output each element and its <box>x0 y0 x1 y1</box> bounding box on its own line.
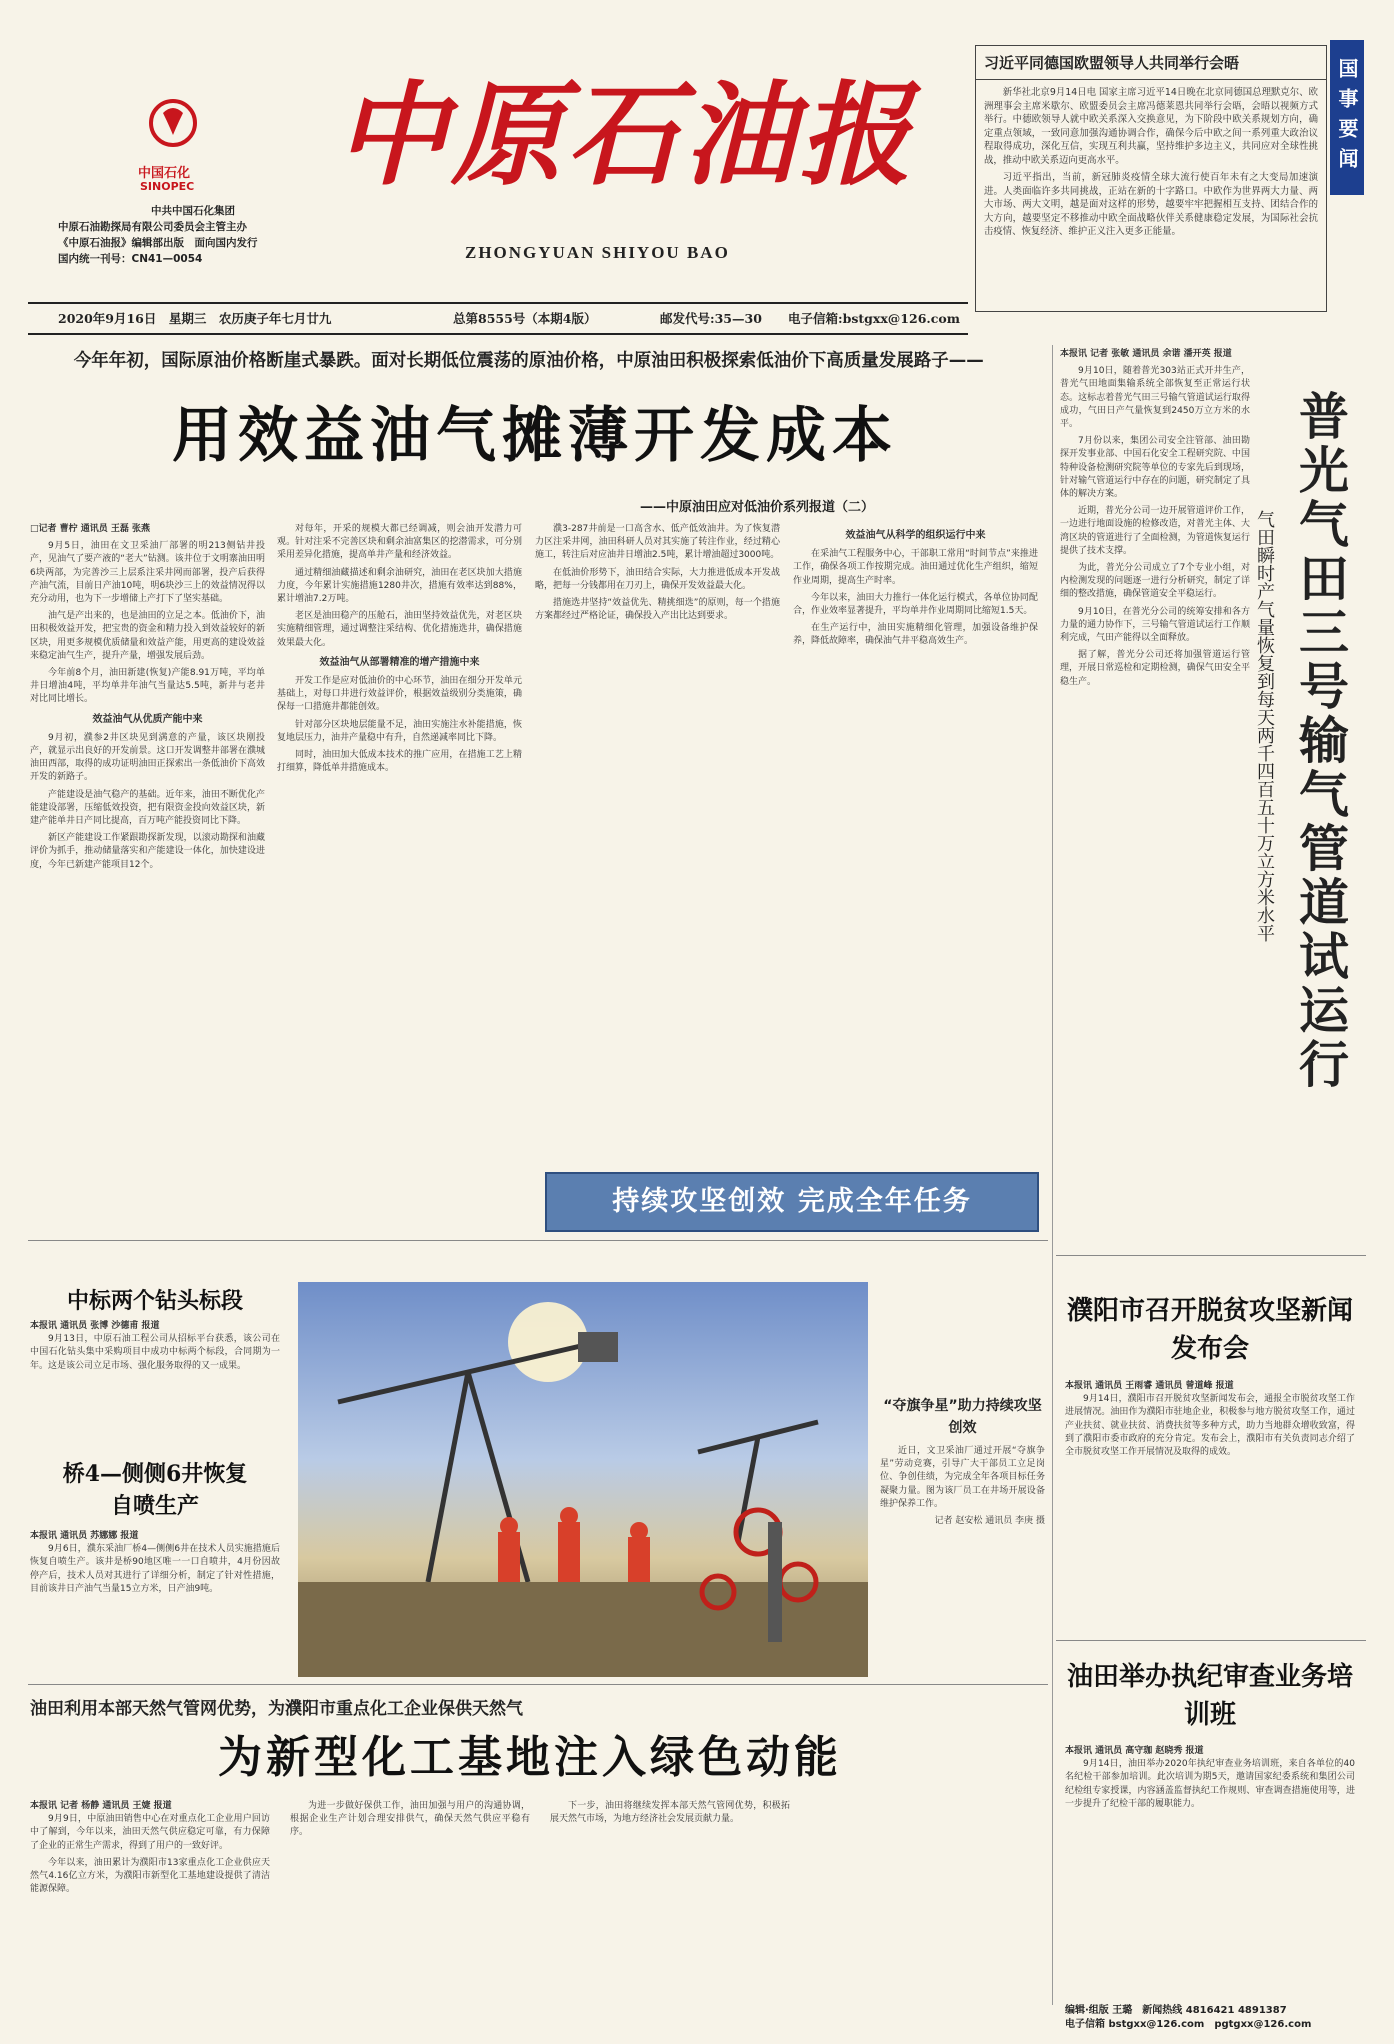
campaign-banner-text: 持续攻坚创效 完成全年任务 <box>612 1186 972 1217</box>
pipeline-subheadline: 气田瞬时产气量恢复到每天两千四百五十万立方米水平 <box>1254 510 1275 942</box>
lead-col-2 <box>277 523 522 1238</box>
lead-c4-p1: 开发工作是应对低油价的中心环节，油田在细分开发单元基础上，对每口井进行效益评价，根据效益级别分类施策，确保每一口措施井都能创效。 <box>277 676 522 713</box>
news-box <box>975 45 1327 312</box>
pipeline-p1: 9月10日，随着普光303站正式开井生产，普光气田地面集输系统全部恢复至正常运行状态。这标志着普光气田三号输气管道试运行取得成功，气田日产气量恢复到2450万立方米的水平。 <box>1060 366 1250 430</box>
lead-subhead-3: 效益油气从科学的组织运行中来 <box>845 530 986 541</box>
lead-c6-p1: 在采油气工程服务中心，干部职工常用“时间节点”来推进工作，确保各项工作按期完成。油田通过优化生产组织，缩短作业周期，提高生产时率。 <box>793 549 1038 586</box>
well-text: 9月6日，濮东采油厂桥4—侧侧6井在技术人员实施措施后恢复自喷生产。该井是桥90地区唯一一口自喷井，4月份因故停产后，技术人员对其进行了详细分析，制定了针对性措施，目前该井日产油气当量15立方米，日产油9吨。 <box>30 1544 280 1594</box>
pipeline-byline: 本报讯 记者 张敏 通讯员 余谐 潘开英 报道 <box>1060 349 1232 359</box>
cn-number: 国内统一刊号：CN41—0054 <box>58 253 203 265</box>
issue: 总第8555号（本期4版） <box>453 311 597 326</box>
sponsor-line2: 中原石油勘探局有限公司委员会主管主办 <box>58 221 247 233</box>
logo-cn: 中国石化 <box>138 166 191 181</box>
lead-col-1 <box>30 523 265 1238</box>
lead-c4-p3: 同时，油田加大低成本技术的推广应用，在措施工艺上精打细算，降低单井措施成本。 <box>277 750 522 774</box>
training-byline: 本报讯 通讯员 高守珈 赵晓秀 报道 <box>1065 1746 1204 1756</box>
oilfield-photo <box>298 1282 868 1677</box>
dateline-rule-top <box>28 302 968 304</box>
email: 电子信箱:bstgxx@126.com <box>788 311 960 326</box>
lead-c1-p2: 油气是产出来的，也是油田的立足之本。低油价下，油田积极效益开发，把宝贵的资金和精力投入到效益较好的新区块，用更多规模优质储量和效益产能，用更高的建设效益来稳定油气生产，提升产量，增强发展后劲。 <box>30 611 265 661</box>
well-title: 桥4—侧侧6井恢复自喷生产 <box>62 1461 248 1519</box>
chem-headline: 为新型化工基地注入绿色动能 <box>218 1732 842 1783</box>
photo-caption <box>880 1395 1045 1655</box>
photo-caption-title: “夺旗争星”助力持续攻坚创效 <box>883 1398 1042 1436</box>
puyang-byline: 本报讯 通讯员 王雨睿 通讯员 曾道峰 报道 <box>1065 1381 1234 1391</box>
lead-c1-p1: 9月5日，油田在文卫采油厂部署的明213侧钻井投产，见油气了要产液的“老大”钻测。该井位于文明寨油田明6块两部，为完善沙三上层系注采井网而部署，投产后获得产油气流，目前日产油10吨，明6块沙三上的效益情况得以充分动用，也为下一步增储上产打下了坚实基础。 <box>30 541 265 605</box>
lead-subhead-2: 效益油气从部署精准的增产措施中来 <box>319 656 480 668</box>
pipeline-p2: 7月份以来，集团公司安全注管部、油田勘探开发事业部、中国石化安全工程研究院、中国特种设备检测研究院等单位的专家先后到现场，针对输气管道运行中存在的问题，研究制定了具体的解决方案。 <box>1060 436 1250 500</box>
chem-p2: 今年以来，油田累计为濮阳市13家重点化工企业供应天然气4.16亿立方米，为濮阳市新型化工基地建设提供了清洁能源保障。 <box>30 1857 270 1895</box>
bid-text: 9月13日，中原石油工程公司从招标平台获悉，该公司在中国石化钻头集中采购项目中成功中标两个标段，合同期为一年。这是该公司立足市场、强化服务取得的又一成果。 <box>30 1334 280 1371</box>
pipeline-headline: 普光气田三号输气管道试运行 <box>1291 390 1350 1092</box>
mid-rule <box>28 1240 1048 1241</box>
photo-credit: 记者 赵安松 通讯员 李庚 摄 <box>934 1516 1045 1527</box>
lead-headline: 用效益油气摊薄开发成本 <box>172 401 898 471</box>
pipeline-p3: 近期，普光分公司一边开展管道评价工作，一边进行地面设施的检修改造，对普光主体、大湾区块的管道进行了全面检测，为管道恢复运行提供了技术支撑。 <box>1060 506 1250 556</box>
news-box-p1: 新华社北京9月14日电 国家主席习近平14日晚在北京同德国总理默克尔、欧洲理事会主席米歇尔、欧盟委员会主席冯德莱恩共同举行会晤，会晤以视频方式举行。中德欧领导人就中欧关系深入交换意见，为下阶段中欧关系规划方向，确定重点领域，一致同意加强沟通协调合作，确保今后中欧之间一系列重大政治议程取得成功，深化互信，实现互利共赢，坚持维护多边主义，共同应对全球性挑战，推动中欧关系迈向更高水平。 <box>984 87 1318 166</box>
training-rule <box>1056 1640 1366 1641</box>
chem-col-3 <box>550 1800 790 2000</box>
lead-byline: □记者 曹柠 通讯员 王磊 张燕 <box>30 524 151 534</box>
training-text: 9月14日，油田举办2020年执纪审查业务培训班，来自各单位的40名纪检干部参加培训。此次培训为期5天，邀请国家纪委系统和集团公司纪检组专家授课，内容涵盖监督执纪工作规则、审查调查措施使用等，进一步提升了纪检干部的履职能力。 <box>1065 1759 1355 1809</box>
dateline <box>28 305 968 335</box>
photo-caption-text: 近日，文卫采油厂通过开展“夺旗争星”劳动竞赛，引导广大干部员工立足岗位、争创佳绩，为完成全年各项目标任务凝聚力量。图为该厂员工在井场开展设备维护保养工作。 <box>880 1446 1045 1509</box>
puyang-title: 濮阳市召开脱贫攻坚新闻发布会 <box>1066 1296 1353 1364</box>
lead-c2-p3: 新区产能建设工作紧跟勘探新发现，以滚动勘探和油藏评价为抓手，推动储量落实和产能建设一体化，加快建设进度，今年已新建产能项目12个。 <box>30 833 265 870</box>
lead-c4-p2: 针对部分区块地层能量不足，油田实施注水补能措施，恢复地层压力，油井产量稳中有升，自然递减率同比下降。 <box>277 719 522 743</box>
well-byline: 本报讯 通讯员 苏娜娜 报道 <box>30 1531 139 1541</box>
sinopec-logo <box>148 95 198 155</box>
chem-byline: 本报讯 记者 杨静 通讯员 王婕 报道 <box>30 1801 172 1811</box>
lead-c5-p3: 措施选井坚持“效益优先、精挑细选”的原则，每一个措施方案都经过严格论证，确保投入产出比达到要求。 <box>535 598 780 622</box>
sinopec-logo-icon <box>148 95 198 155</box>
bid-title: 中标两个钻头标段 <box>66 1288 243 1314</box>
lead-c3-p2: 通过精细油藏描述和剩余油研究，油田在老区块加大措施力度，今年累计实施措施1280井次，措施有效率达到88%，累计增油7.2万吨。 <box>277 567 522 605</box>
masthead-title: 中原石油报 <box>335 70 915 201</box>
puyang-body <box>1065 1380 1355 1640</box>
lead-col-3 <box>535 523 780 1163</box>
chem-p4: 下一步，油田将继续发挥本部天然气管网优势，积极拓展天然气市场，为地方经济社会发展贡献力量。 <box>550 1801 790 1825</box>
chem-p3: 为进一步做好保供工作，油田加强与用户的沟通协调，根据企业生产计划合理安排供气，确保天然气供应平稳有序。 <box>290 1801 530 1838</box>
lead-c5-p2: 在低油价形势下，油田结合实际，大力推进低成本开发战略，把每一分钱都用在刀刃上，确保开发效益最大化。 <box>535 567 780 591</box>
news-tag: 国事要闻 <box>1330 40 1364 195</box>
postal-code: 邮发代号:35—30 <box>660 311 762 326</box>
news-box-p2: 习近平指出，当前，新冠肺炎疫情全球大流行使百年未有之大变局加速演进。人类面临许多共同挑战，正站在新的十字路口。中欧作为世界两大力量、两大市场、两大文明，越是面对这样的形势，越要牢牢把握相互支持、团结合作的大方向，越要坚定不移推动中欧全面战略伙伴关系健康稳定发展，为国际社会抗击疫情、恢复经济、维护正义注入更多正能量。 <box>984 172 1318 237</box>
footer-editor: 编辑·组版 王璐 新闻热线 4816421 4891387 <box>1065 2005 1287 2016</box>
lead-c2-p2: 产能建设是油气稳产的基础。近年来，油田不断优化产能建设部署，压缩低效投资，把有限资金投向效益区块，新建产能单井日产同比提高，百万吨产能投资同比下降。 <box>30 789 265 827</box>
news-box-title: 习近平同德国欧盟领导人共同举行会晤 <box>976 46 1326 80</box>
lead-kicker: 今年年初，国际原油价格断崖式暴跌。面对长期低位震荡的原油价格，中原油田积极探索低油价下高质量发展路子—— <box>73 351 984 371</box>
publisher-line: 《中原石油报》编辑部出版 面向国内发行 <box>58 237 258 249</box>
chem-p1: 9月9日，中原油田销售中心在对重点化工企业用户回访中了解到，今年以来，油田天然气供应稳定可靠，有力保障了企业的正常生产需求，得到了用户的一致好评。 <box>30 1814 270 1851</box>
footer-email: 电子信箱 bstgxx@126.com pgtgxx@126.com <box>1065 2019 1312 2030</box>
pipeline-body <box>1060 348 1250 1228</box>
training-title: 油田举办执纪审查业务培训班 <box>1066 1662 1353 1730</box>
lead-col-4 <box>793 523 1038 1163</box>
lead-c3-p1: 对每年，开采的规模大都已经调减，则会油开发潜力可观。针对注采不完善区块和剩余油富集区的挖潜需求，可分别采用差异化措施，提高单井产量和经济效益。 <box>277 524 522 561</box>
pumpjack-scene-icon <box>298 1282 868 1677</box>
lead-c5-p1: 濮3-287井前是一口高含水、低产低效油井。为了恢复潜力区注采井网，油田科研人员对其实施了转注作业，经过精心施工，转注后对应油井日增油2.5吨，累计增油超过3000吨。 <box>535 524 780 561</box>
chem-col-1 <box>30 1800 270 2000</box>
sponsor-block <box>58 203 328 267</box>
pipeline-p4: 为此，普光分公司成立了7个专业小组，对内检测发现的问题逐一进行分析研究，制定了详细的整改措施，确保管道安全平稳运行。 <box>1060 563 1250 600</box>
footer <box>1065 2004 1365 2032</box>
chem-rule <box>28 1684 1048 1685</box>
pipeline-bottom-rule <box>1056 1255 1366 1256</box>
lead-c6-p2: 今年以来，油田大力推行一体化运行模式，各单位协同配合，作业效率显著提升，平均单井作业周期同比缩短1.5天。 <box>793 592 1038 617</box>
pipeline-p6: 据了解，普光分公司还将加强管道运行管理，开展日常巡检和定期检测，确保气田安全平稳生产。 <box>1060 650 1250 687</box>
chem-kicker: 油田利用本部天然气管网优势，为濮阳市重点化工企业保供天然气 <box>30 1699 523 1719</box>
date: 2020年9月16日 星期三 农历庚子年七月廿九 <box>58 311 332 326</box>
training-body <box>1065 1745 1355 2000</box>
puyang-text: 9月14日，濮阳市召开脱贫攻坚新闻发布会，通报全市脱贫攻坚工作进展情况。油田作为濮阳市驻地企业，积极参与地方脱贫攻坚工作，通过产业扶贫、就业扶贫、消费扶贫等多种方式，助力当地群众增收致富，得到了濮阳市委市政府的充分肯定。发布会上，濮阳市有关负责同志介绍了全市脱贫攻坚工作开展情况及取得的成效。 <box>1065 1394 1355 1458</box>
lead-subhead-1: 效益油气从优质产能中来 <box>92 713 203 725</box>
bid-byline: 本报讯 通讯员 张博 沙德甫 报道 <box>30 1321 160 1331</box>
sponsor-line1: 中共中国石化集团 <box>151 205 235 217</box>
well-body <box>30 1530 280 1660</box>
logo-en: SINOPEC <box>140 180 195 193</box>
lead-c6-p3: 在生产运行中，油田实施精细化管理，加强设备维护保养，降低故障率，确保油气井平稳高效生产。 <box>793 623 1038 647</box>
pipeline-p5: 9月10日，在普光分公司的统筹安排和各方力量的通力协作下，三号输气管道试运行工作顺利完成，气田产能得以全面释放。 <box>1060 606 1250 644</box>
lead-series: ——中原油田应对低油价系列报道（二） <box>640 500 875 515</box>
lead-c1-p3: 今年前8个月，油田新建(恢复)产能8.91万吨，平均单井日增油4吨，平均单井年油气当量达5.5吨，新井与老井对比同比增长。 <box>30 668 265 705</box>
chem-col-2 <box>290 1800 530 2000</box>
bid-body <box>30 1320 280 1440</box>
lead-c2-p1: 9月初，濮参2井区块见到满意的产量，该区块刚投产，就显示出良好的开发前景。这口开发调整井部署在濮城油田西部，取得的成功证明油田正探索出一条低油价下高效开发的新路子。 <box>30 732 265 783</box>
lead-c3-p3: 老区是油田稳产的压舱石，油田坚持效益优先，对老区块实施精细管理，通过调整注采结构、优化措施选井，确保措施效果最大化。 <box>277 611 522 648</box>
right-column-rule <box>1052 345 1053 2005</box>
masthead-pinyin: ZHONGYUAN SHIYOU BAO <box>465 243 730 262</box>
campaign-banner <box>545 1172 1039 1232</box>
